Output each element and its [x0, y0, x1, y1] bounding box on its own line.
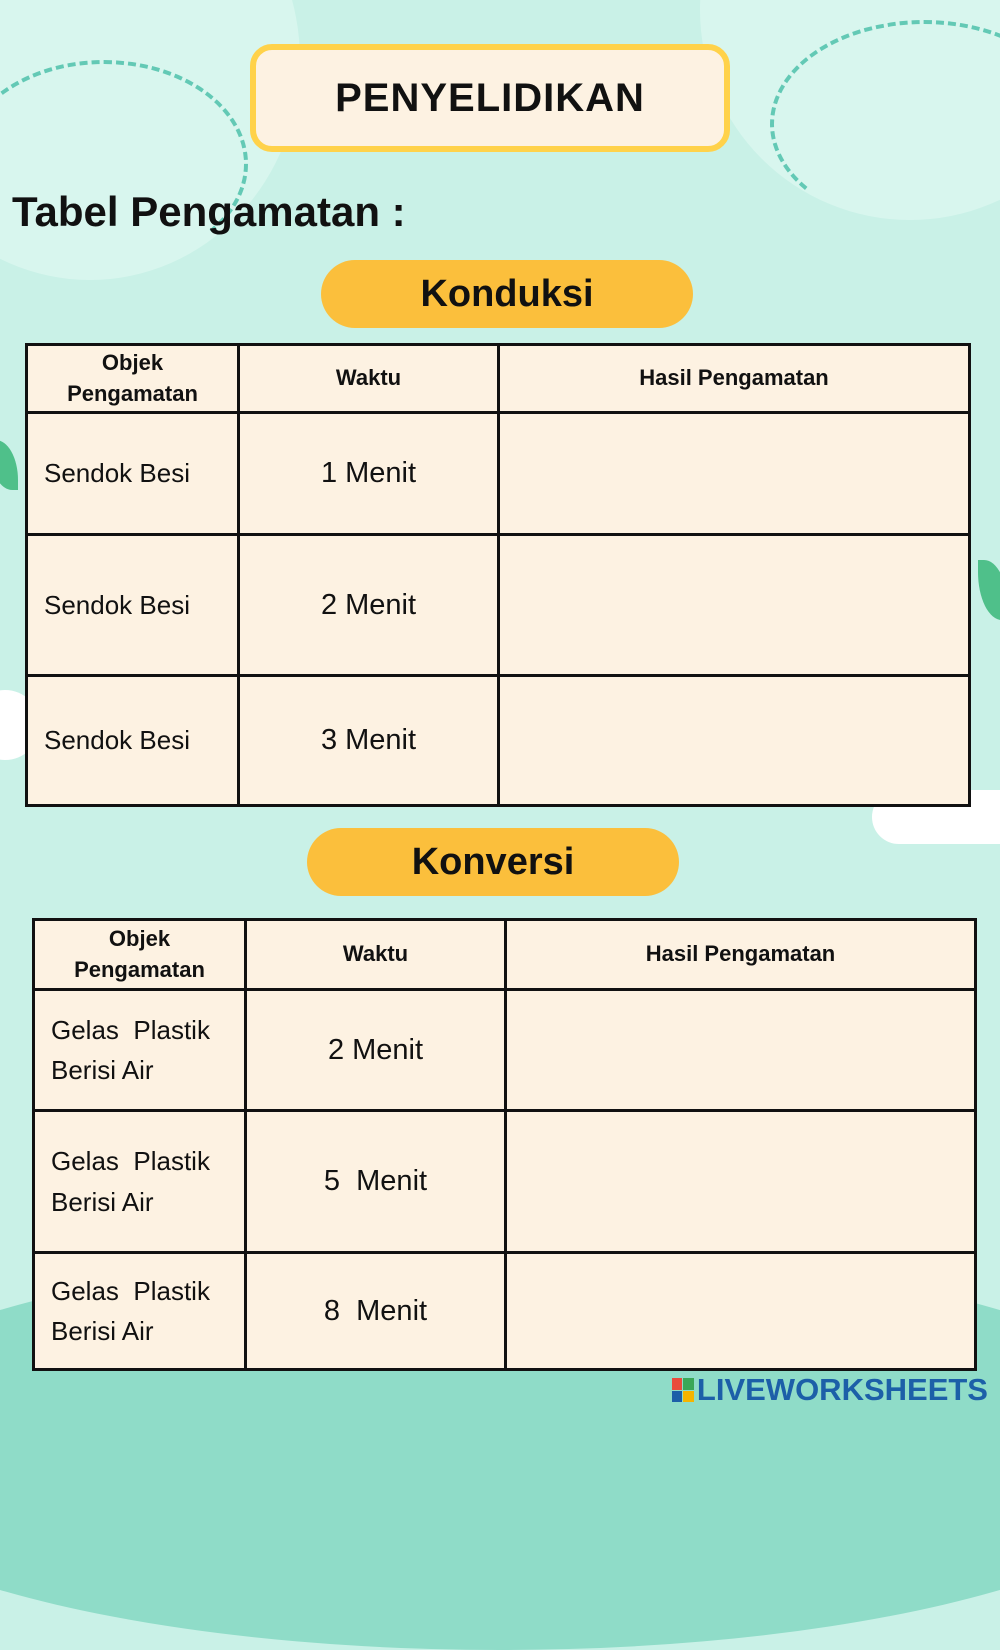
header-object-line: Objek: [101, 349, 164, 375]
cell-time: 3 Menit: [239, 676, 499, 806]
title-banner: [250, 44, 730, 152]
leaf-decoration: [978, 560, 1000, 620]
cell-object-line: Gelas Plastik: [51, 1146, 210, 1177]
page-title: PENYELIDIKAN: [335, 75, 645, 120]
table-row: [34, 1253, 976, 1370]
table-row: [34, 1111, 976, 1253]
cell-object-line: Sendok Besi: [44, 725, 190, 756]
table-row: [27, 535, 970, 676]
cell-object: [27, 676, 239, 806]
cell-object: [34, 990, 246, 1111]
cell-object-line: Gelas Plastik: [51, 1014, 210, 1045]
table-row: [27, 676, 970, 806]
cell-object: [34, 1111, 246, 1253]
section-heading: Tabel Pengamatan :: [12, 188, 406, 235]
cell-object: [27, 413, 239, 535]
section-pill-konduksi: [321, 260, 693, 328]
cell-time: 8 Menit: [246, 1253, 506, 1370]
table-row: [34, 990, 976, 1111]
cell-result-input[interactable]: [499, 413, 970, 535]
liveworksheets-watermark: [672, 1372, 988, 1408]
cell-object-line: Sendok Besi: [44, 589, 190, 620]
cell-time: 5 Menit: [246, 1111, 506, 1253]
cell-object: [34, 1253, 246, 1370]
cell-result-input[interactable]: [506, 1111, 976, 1253]
cell-result-input[interactable]: [506, 990, 976, 1111]
table-row: [27, 413, 970, 535]
cell-object-line: Berisi Air: [51, 1316, 154, 1346]
observation-table-konduksi: [25, 343, 971, 807]
cell-time: 2 Menit: [246, 990, 506, 1111]
observation-table-konversi: [32, 918, 977, 1371]
section-pill-konversi: [307, 828, 679, 896]
cell-object-line: Gelas Plastik: [51, 1275, 210, 1306]
cell-object: [27, 535, 239, 676]
cell-object-line: Berisi Air: [51, 1055, 154, 1085]
header-result: Hasil Pengamatan: [506, 920, 976, 990]
watermark-text: LIVEWORKSHEETS: [696, 1372, 988, 1407]
section-title: Konversi: [411, 840, 575, 883]
header-result: Hasil Pengamatan: [499, 345, 970, 413]
table-header-row: [34, 920, 976, 990]
leaf-decoration: [0, 440, 18, 490]
section-title: Konduksi: [420, 272, 594, 315]
cell-result-input[interactable]: [499, 535, 970, 676]
header-object-line: Pengamatan: [67, 380, 198, 406]
cell-result-input[interactable]: [499, 676, 970, 806]
table-header-row: [27, 345, 970, 413]
cell-time: 2 Menit: [239, 535, 499, 676]
header-time: Waktu: [246, 920, 506, 990]
header-object: [27, 345, 239, 413]
header-time: Waktu: [239, 345, 499, 413]
liveworksheets-logo-icon: [672, 1378, 694, 1402]
cell-time: 1 Menit: [239, 413, 499, 535]
cell-object-line: Sendok Besi: [44, 458, 190, 489]
header-object: [34, 920, 246, 990]
header-object-line: Objek: [108, 925, 171, 951]
cell-object-line: Berisi Air: [51, 1186, 154, 1217]
header-object-line: Pengamatan: [74, 956, 205, 982]
cell-result-input[interactable]: [506, 1253, 976, 1370]
